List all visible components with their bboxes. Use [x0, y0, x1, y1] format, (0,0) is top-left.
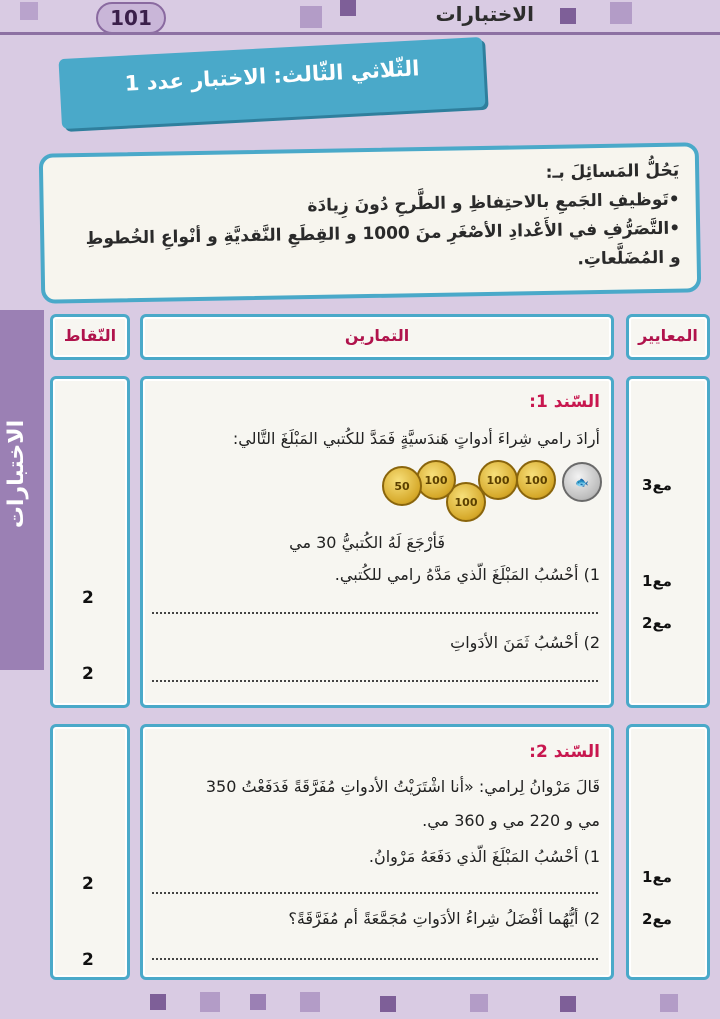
decor-square [20, 2, 38, 20]
points-value: 2 [82, 874, 94, 894]
answer-line [152, 958, 598, 960]
criterion-label: مع1 [642, 572, 672, 590]
points-value: 2 [82, 950, 94, 970]
objectives-box [39, 142, 702, 303]
objectives-line: •تَوظيفِ الجَمعِ بالاحتِفاظِ و الطَّرحِ دُونَ زِيادَة [307, 189, 680, 217]
question: 1) أحْسُبُ المَبْلَغَ الّذي دَفَعَهُ مَرْوانُ. [368, 847, 600, 866]
question: 1) أحْسُبُ المَبْلَغَ الّذي مَدَّهُ رامي للكُتبي. [334, 565, 600, 584]
coin-icon: 100 [416, 460, 456, 500]
exercise-title: السّند 1: [529, 392, 600, 412]
decor-square [610, 2, 632, 24]
criteria-header: المعايير [638, 326, 698, 345]
banner-title: الثّلاثي الثّالث: الاختبار عدد 1 [124, 56, 420, 96]
exercises-header: التمارين [344, 326, 410, 345]
decor-square [340, 0, 356, 16]
answer-line [152, 892, 598, 894]
points-value: 2 [82, 588, 94, 608]
points-header-cell [50, 314, 130, 360]
coin-icon: 🐟 [562, 462, 602, 502]
points-value: 2 [82, 664, 94, 684]
criterion-label: مع2 [642, 614, 672, 632]
points-header: النّقاط [63, 326, 117, 345]
criteria-cell [626, 376, 710, 708]
decor-square [300, 6, 322, 28]
criteria-header-cell [626, 314, 710, 360]
decor-square [250, 994, 266, 1010]
answer-line [152, 680, 598, 682]
decor-square [150, 994, 166, 1010]
decor-square [200, 992, 220, 1012]
page-number: 101 [96, 2, 166, 34]
points-cell [50, 724, 130, 980]
exercise-title: السّند 2: [529, 742, 600, 762]
coin-icon: 100 [478, 460, 518, 500]
coin-icon: 100 [446, 482, 486, 522]
criterion-label: مع1 [642, 868, 672, 886]
decor-square [300, 992, 320, 1012]
decor-square [560, 8, 576, 24]
answer-line [152, 612, 598, 614]
question: 2) أيُّهُما أفْضَلُ شِراءُ الأدَواتِ مُجَمَّعَةً أم مُفَرَّقَةً؟ [288, 909, 600, 928]
points-cell [50, 376, 130, 708]
exercise-text: فَأرْجَعَ لَهُ الكُتبيُّ 30 مي [289, 533, 445, 552]
question: 2) أحْسُبُ ثَمَنَ الأدَواتِ [450, 633, 600, 652]
exercises-header-cell [140, 314, 614, 360]
header-divider [0, 32, 720, 35]
section-title: الاختبارات [435, 2, 534, 26]
decor-square [470, 994, 488, 1012]
exercise-text: مي و 220 مي و 360 مي. [422, 811, 600, 830]
objectives-line: و المُضَلَّعاتِ. [577, 247, 681, 270]
objectives-intro: يَحُلُّ المَسائِلَ بـ: [545, 160, 680, 183]
objectives-line: •التَّصَرُّفِ في الأَعْدادِ الأصْغَرِ منَ 1000 و القِطَعِ النَّقديَّةِ و أنْواعِ الخُطوطِ [85, 218, 681, 249]
exercise-text: قَالَ مَرْوانُ لِرامي: «أنا اشْتَرَيْتُ الأدواتِ مُفَرَّقَةً فَدَفَعْتُ 350 [205, 777, 600, 796]
decor-square [660, 994, 678, 1012]
exercise-text: أرادَ رامي شِراءَ أدواتٍ هَندَسيَّةٍ فَمَدَّ للكُتبي المَبْلَغَ التَّالي: [232, 429, 600, 448]
side-tab-label: الاختبارات [4, 419, 29, 529]
coin-icon: 100 [516, 460, 556, 500]
coin-icon: 50 [382, 466, 422, 506]
decor-square [560, 996, 576, 1012]
criteria-cell [626, 724, 710, 980]
decor-square [380, 996, 396, 1012]
criterion-label: مع3 [642, 476, 672, 494]
criterion-label: مع2 [642, 910, 672, 928]
